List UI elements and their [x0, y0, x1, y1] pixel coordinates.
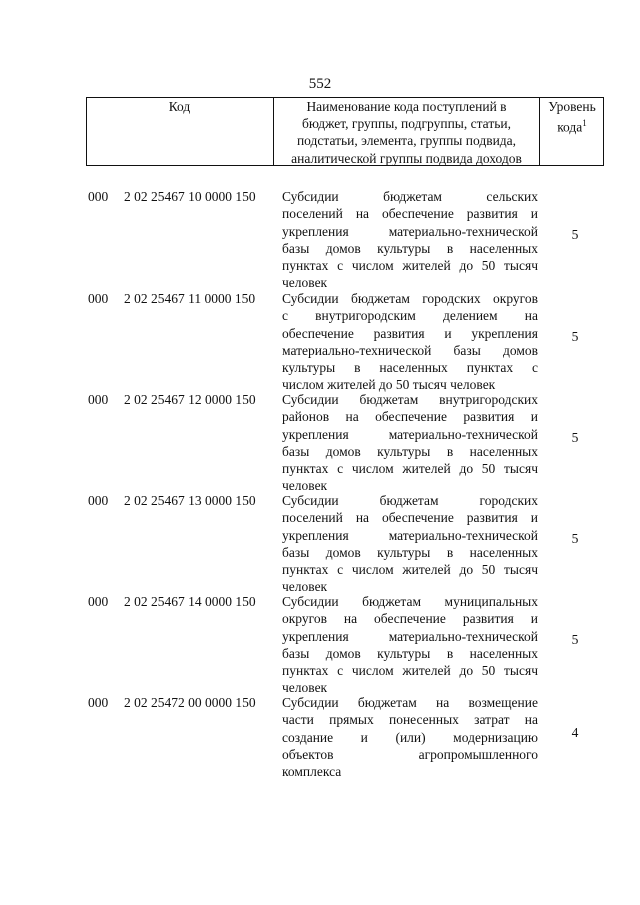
admin-code: 000: [88, 392, 109, 407]
name-line: числом жителей до 50 тысяч человек: [282, 377, 496, 393]
page-number: 552: [308, 76, 332, 92]
admin-code: 000: [88, 291, 109, 306]
name-line: районов на обеспечение развития и: [282, 409, 538, 425]
header-level: [541, 98, 603, 136]
name-line: Субсидии бюджетам сельских: [282, 189, 538, 204]
name-line: базы домов культуры в населенных: [282, 645, 538, 661]
level-value: 5: [571, 531, 579, 546]
income-name: [282, 290, 538, 394]
level-value: 5: [571, 227, 579, 242]
name-line: с внутригородским делением на: [282, 308, 538, 324]
name-line: Субсидии бюджетам муниципальных: [282, 594, 538, 609]
income-code: 2 02 25472 00 0000 150: [124, 695, 256, 710]
name-line: Субсидии бюджетам внутригородских: [282, 392, 538, 407]
level-value: 4: [571, 725, 579, 740]
name-line: человек: [282, 579, 328, 595]
header-level-line: [541, 115, 603, 136]
name-line: пунктах с числом жителей до 50 тысяч: [282, 461, 538, 477]
name-line: комплекса: [282, 764, 342, 780]
name-line: поселений на обеспечение развития и: [282, 206, 538, 222]
level-value: 5: [571, 430, 579, 445]
income-name: [282, 391, 538, 495]
income-code: 2 02 25467 13 0000 150: [124, 493, 256, 508]
income-code: 2 02 25467 12 0000 150: [124, 392, 256, 407]
header-level-line: Уровень: [548, 99, 596, 114]
name-line: объектов агропромышленного: [282, 746, 538, 762]
name-line: базы домов культуры в населенных: [282, 443, 538, 459]
header-name-line: подстатьи, элемента, группы подвида,: [296, 133, 517, 149]
header-name-line: аналитической группы подвида доходов: [291, 150, 522, 166]
name-line: поселений на обеспечение развития и: [282, 510, 538, 526]
name-line: базы домов культуры в населенных: [282, 240, 538, 256]
income-name: [282, 492, 538, 596]
header-name-line: Наименование кода поступлений в: [306, 99, 507, 114]
name-line: культуры в населенных пунктах с: [282, 360, 538, 376]
name-line: пунктах с числом жителей до 50 тысяч: [282, 258, 538, 274]
column-divider: [273, 98, 274, 165]
table-header: [86, 97, 604, 166]
name-line: человек: [282, 275, 328, 291]
admin-code: 000: [88, 695, 109, 710]
name-line: Субсидии бюджетам на возмещение: [282, 695, 538, 710]
name-line: округов на обеспечение развития и: [282, 611, 538, 627]
header-name-line: бюджет, группы, подгруппы, статьи,: [302, 116, 511, 132]
name-line: человек: [282, 680, 328, 696]
name-line: пунктах с числом жителей до 50 тысяч: [282, 562, 538, 578]
income-name: [282, 188, 538, 292]
name-line: укрепления материально-технической: [282, 426, 538, 442]
admin-code: 000: [88, 594, 109, 609]
level-value: 5: [571, 632, 579, 647]
header-level-word: кода: [557, 119, 583, 135]
name-line: материально-технической базы домов: [282, 342, 538, 358]
income-code: 2 02 25467 10 0000 150: [124, 189, 256, 204]
income-name: [282, 694, 538, 780]
name-line: человек: [282, 478, 328, 494]
name-line: базы домов культуры в населенных: [282, 544, 538, 560]
column-divider: [539, 98, 540, 165]
name-line: обеспечение развития и укрепления: [282, 325, 538, 341]
name-line: Субсидии бюджетам городских округов: [282, 291, 538, 306]
name-line: Субсидии бюджетам городских: [282, 493, 538, 508]
income-code: 2 02 25467 11 0000 150: [124, 291, 256, 306]
name-line: создание и (или) модернизацию: [282, 729, 538, 745]
name-line: укрепления материально-технической: [282, 628, 538, 644]
admin-code: 000: [88, 493, 109, 508]
footnote-marker: 1: [582, 118, 587, 129]
column-divider: [603, 98, 604, 165]
name-line: части прямых понесенных затрат на: [282, 712, 538, 728]
name-line: укрепления материально-технической: [282, 527, 538, 543]
level-value: 5: [571, 329, 579, 344]
admin-code: 000: [88, 189, 109, 204]
name-line: пунктах с числом жителей до 50 тысяч: [282, 663, 538, 679]
header-name: [276, 98, 537, 167]
income-name: [282, 593, 538, 697]
income-code: 2 02 25467 14 0000 150: [124, 594, 256, 609]
name-line: укрепления материально-технической: [282, 223, 538, 239]
header-code: Код: [168, 99, 191, 114]
